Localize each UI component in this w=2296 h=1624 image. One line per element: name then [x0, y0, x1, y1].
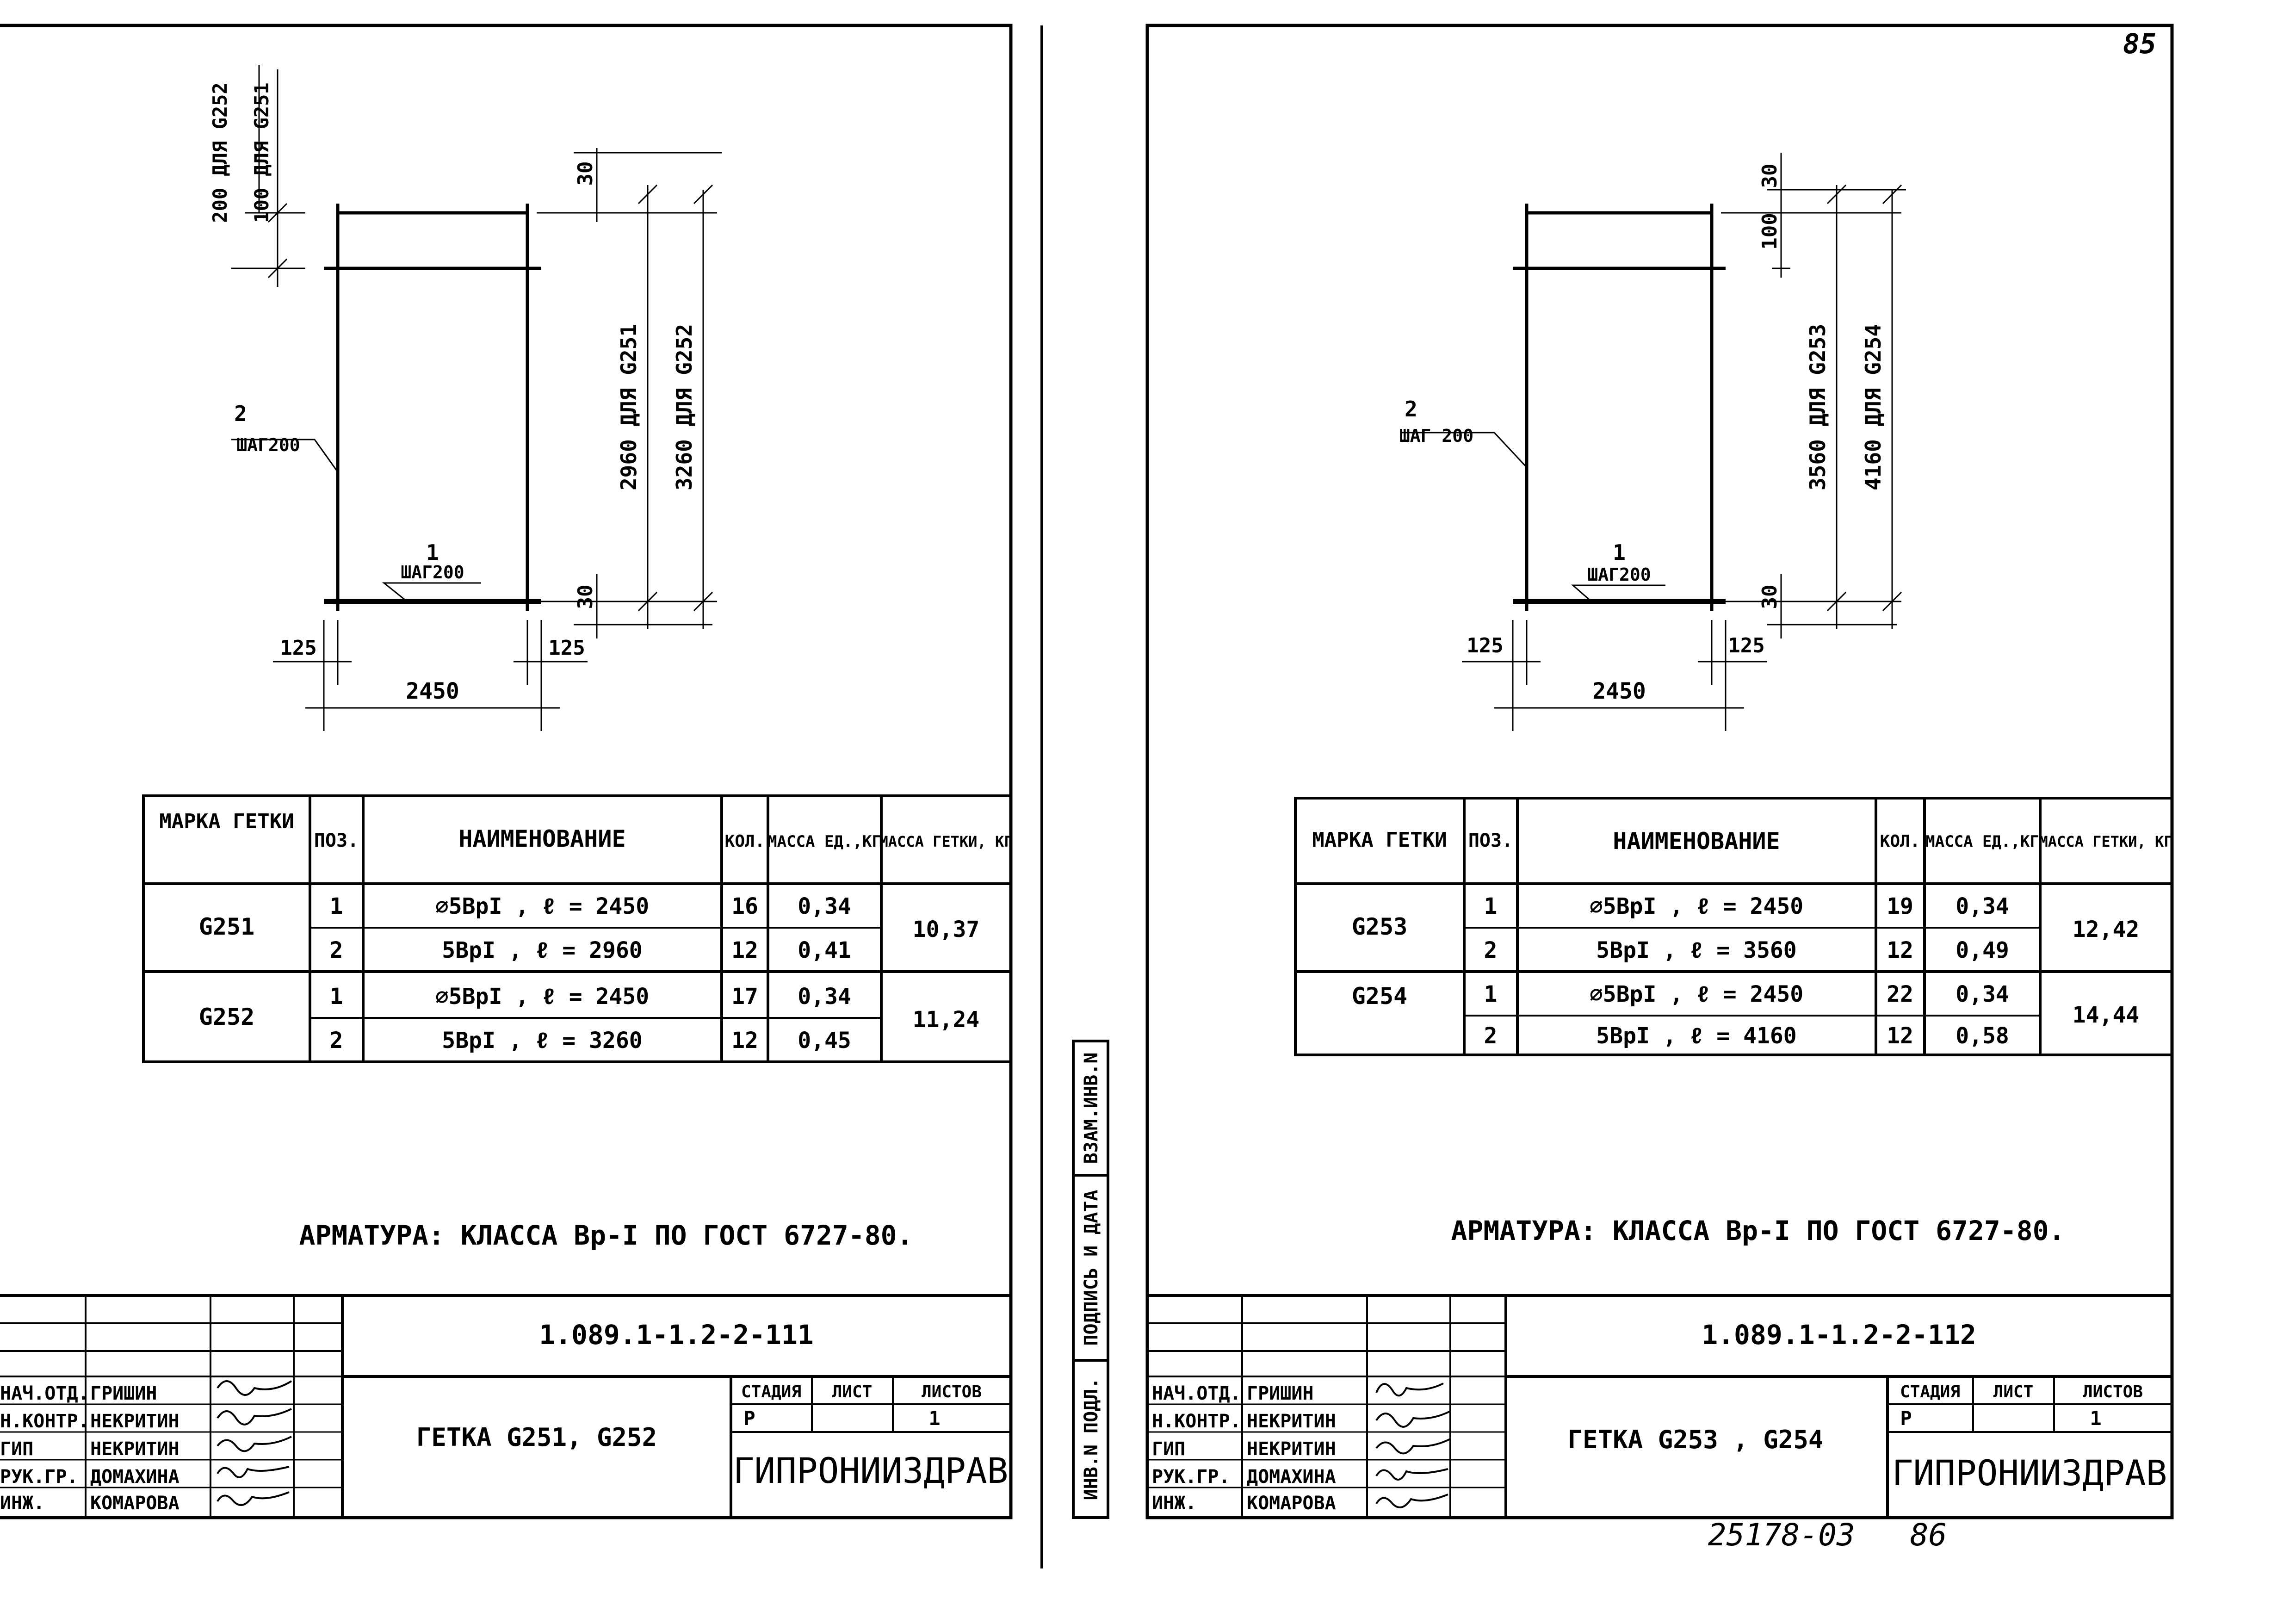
- table-cell-qty: 12: [1887, 1023, 1913, 1049]
- table-cell-pos: 1: [329, 893, 343, 919]
- table-cell-mark: G254: [1351, 983, 1408, 1010]
- sheets-count: 1: [2090, 1407, 2102, 1430]
- side-strip-podpis: ПОДПИСЬ И ДАТА: [1081, 1190, 1102, 1346]
- dim-text: 125: [1728, 634, 1765, 657]
- table-cell-pos: 1: [1484, 893, 1498, 919]
- dim-text: 125: [548, 636, 585, 660]
- document-code: 1.089.1-1.2-2-112: [1702, 1319, 1976, 1351]
- table-header: МАССА ЕД.,КГ: [1925, 832, 2039, 851]
- reinforcement-note: АРМАТУРА: КЛАССА Вр-I ПО ГОСТ 6727-80.: [299, 1220, 913, 1251]
- role-name: ДОМАХИНА: [90, 1466, 179, 1488]
- role-name: НЕКРИТИН: [1247, 1411, 1336, 1432]
- stage-label: СТАДИЯ: [741, 1382, 802, 1401]
- drawing-title: ГЕТКА G253 , G254: [1567, 1425, 1824, 1454]
- side-strip-inv-podl: ИНВ.N ПОДЛ.: [1081, 1377, 1102, 1500]
- dim-text: 100: [1758, 213, 1782, 250]
- table-cell-mark: G253: [1351, 913, 1408, 940]
- callout-number: 2: [234, 401, 247, 426]
- dim-text: 125: [280, 636, 317, 660]
- archive-stamp: 25178-03 86: [1708, 1517, 1947, 1553]
- organization-name: ГИПРОНИИЗДРАВ: [1892, 1452, 2167, 1494]
- dim-text: 2450: [1592, 678, 1646, 704]
- table-cell-qty: 12: [731, 937, 758, 963]
- sheet-number: 85: [2123, 28, 2157, 60]
- table-cell-pos: 2: [1484, 1023, 1498, 1049]
- stage-label: СТАДИЯ: [1900, 1382, 1961, 1401]
- dim-text: 30: [574, 161, 597, 186]
- table-cell-pos: 2: [329, 937, 343, 963]
- table-cell-mass: 0,41: [798, 937, 851, 963]
- reinforcement-note: АРМАТУРА: КЛАССА Вр-I ПО ГОСТ 6727-80.: [1451, 1215, 2065, 1246]
- table-header: МАССА ЕД.,КГ: [767, 832, 881, 851]
- table-cell-qty: 16: [731, 893, 758, 919]
- callout-number: 1: [426, 540, 439, 565]
- role-name: ДОМАХИНА: [1247, 1466, 1336, 1488]
- table-cell-total: 11,24: [912, 1007, 980, 1033]
- stage-value: Р: [1900, 1407, 1912, 1430]
- dim-text: 30: [574, 584, 597, 609]
- table-cell-name: ⌀5ВрI , ℓ = 2450: [435, 984, 650, 1010]
- table-cell-name: ⌀5ВрI , ℓ = 2450: [1589, 981, 1804, 1007]
- table-cell-name: 5ВрI , ℓ = 3260: [442, 1028, 643, 1054]
- callout-step: ШАГ200: [236, 435, 300, 455]
- table-header: МАРКА ГЕТКИ: [1312, 828, 1447, 852]
- role-name: НЕКРИТИН: [1247, 1438, 1336, 1460]
- dim-text: 100 ДЛЯ G251: [250, 82, 273, 223]
- role-label: ГИП: [1152, 1438, 1186, 1460]
- organization-name: ГИПРОНИИЗДРАВ: [733, 1450, 1009, 1491]
- table-header: МАССА ГЕТКИ, КГ: [879, 833, 1013, 850]
- table-cell-pos: 2: [329, 1028, 343, 1054]
- table-header: НАИМЕНОВАНИЕ: [1613, 828, 1780, 855]
- table-header: НАИМЕНОВАНИЕ: [458, 825, 626, 852]
- table-cell-name: ⌀5ВрI , ℓ = 2450: [435, 893, 650, 919]
- table-cell-qty: 22: [1887, 981, 1913, 1007]
- role-name: ГРИШИН: [90, 1383, 157, 1404]
- table-header-mark: МАРКА ГЕТКИ: [159, 810, 294, 833]
- table-cell-mass: 0,34: [798, 893, 851, 919]
- table-cell-name: 5ВрI , ℓ = 3560: [1596, 937, 1797, 963]
- table-cell-name: 5ВрI , ℓ = 4160: [1596, 1023, 1797, 1049]
- callout-step: ШАГ200: [1587, 564, 1651, 585]
- role-name: НЕКРИТИН: [90, 1438, 179, 1460]
- table-cell-mass: 0,34: [798, 984, 851, 1010]
- table-cell-mass: 0,45: [798, 1028, 851, 1054]
- dim-text: 30: [1758, 584, 1782, 609]
- drawing-title: ГЕТКА G251, G252: [416, 1423, 657, 1452]
- role-label: НАЧ.ОТД.: [1152, 1383, 1241, 1404]
- role-label: Н.КОНТР.: [0, 1411, 89, 1432]
- table-header: ПОЗ.: [314, 830, 359, 851]
- role-label: РУК.ГР.: [1152, 1466, 1230, 1488]
- dim-text: 4160 ДЛЯ G254: [1861, 323, 1886, 491]
- dim-text: 2450: [406, 678, 459, 704]
- sheets-count: 1: [928, 1407, 941, 1430]
- table-cell-name: ⌀5ВрI , ℓ = 2450: [1589, 893, 1804, 919]
- table-cell-pos: 1: [329, 984, 343, 1010]
- table-cell-name: 5ВрI , ℓ = 2960: [442, 937, 643, 963]
- role-label: РУК.ГР.: [0, 1466, 78, 1488]
- sheets-label: ЛИСТОВ: [2082, 1382, 2143, 1401]
- table-header: МАССА ГЕТКИ, КГ: [2039, 833, 2173, 850]
- dim-text: 2960 ДЛЯ G251: [616, 323, 641, 491]
- table-cell-total: 14,44: [2072, 1002, 2140, 1028]
- table-cell-qty: 19: [1887, 893, 1913, 919]
- callout-step: ШАГ200: [401, 562, 464, 583]
- table-cell-mass: 0,34: [1956, 893, 2009, 919]
- table-header: [159, 810, 294, 833]
- dim-text: 200 ДЛЯ G252: [209, 82, 231, 223]
- role-label: ГИП: [0, 1438, 34, 1460]
- table-cell-qty: 12: [731, 1028, 758, 1054]
- table-cell-pos: 2: [1484, 937, 1498, 963]
- callout-step: ШАГ 200: [1399, 426, 1474, 446]
- dim-text: 30: [1758, 163, 1782, 188]
- side-strip-vzam: ВЗАМ.ИНВ.N: [1081, 1052, 1102, 1164]
- role-name: КОМАРОВА: [90, 1493, 179, 1514]
- callout-number: 1: [1613, 540, 1626, 565]
- role-label: ИНЖ.: [0, 1493, 45, 1514]
- sheet-label: ЛИСТ: [832, 1382, 873, 1401]
- role-name: КОМАРОВА: [1247, 1493, 1336, 1514]
- table-header: КОЛ.: [1880, 832, 1920, 851]
- document-code: 1.089.1-1.2-2-111: [539, 1319, 814, 1351]
- dim-text: 3560 ДЛЯ G253: [1805, 323, 1830, 491]
- table-cell-mass: 0,49: [1956, 937, 2009, 963]
- dim-text: 125: [1467, 634, 1504, 657]
- table-cell-mark: G251: [198, 913, 255, 940]
- table-cell-qty: 12: [1887, 937, 1913, 963]
- table-cell-mark: G252: [198, 1004, 255, 1030]
- table-cell-pos: 1: [1484, 981, 1498, 1007]
- table-header: КОЛ.: [724, 832, 765, 851]
- table-cell-mass: 0,58: [1956, 1023, 2009, 1049]
- role-name: ГРИШИН: [1247, 1383, 1314, 1404]
- sheets-label: ЛИСТОВ: [921, 1382, 982, 1401]
- stage-value: Р: [743, 1407, 755, 1430]
- table-cell-total: 12,42: [2072, 917, 2140, 942]
- role-label: НАЧ.ОТД.: [0, 1383, 89, 1404]
- table-header: ПОЗ.: [1468, 830, 1513, 851]
- table-cell-mass: 0,34: [1956, 981, 2009, 1007]
- callout-number: 2: [1405, 397, 1417, 421]
- dim-text: 3260 ДЛЯ G252: [672, 323, 697, 491]
- table-cell-total: 10,37: [912, 917, 980, 942]
- table-cell-qty: 17: [731, 984, 758, 1010]
- role-label: ИНЖ.: [1152, 1493, 1197, 1514]
- role-name: НЕКРИТИН: [90, 1411, 179, 1432]
- role-label: Н.КОНТР.: [1152, 1411, 1241, 1432]
- sheet-label: ЛИСТ: [1993, 1382, 2034, 1401]
